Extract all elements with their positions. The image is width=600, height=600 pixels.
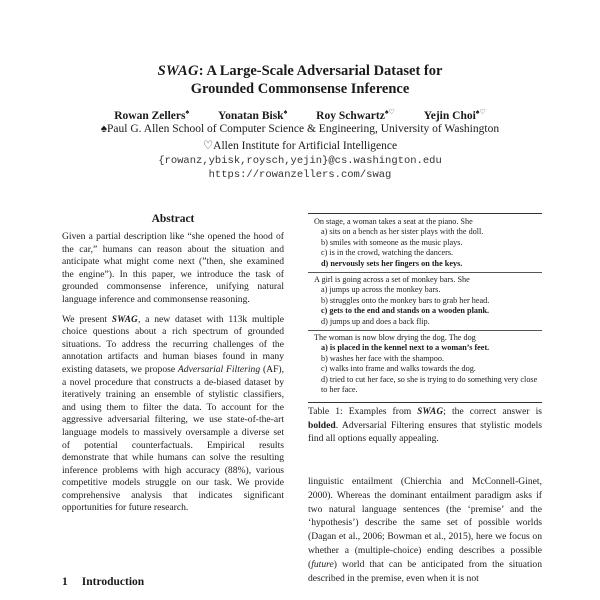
example-option: d) tried to cut her face, so she is trying to do something very close to her face. [321,374,538,395]
author: Yejin Choi♠♡ [423,108,486,122]
paper-title-line2: Grounded Commonsense Inference [190,81,410,97]
example-prompt: A girl is going across a set of monkey bars. She [314,275,470,284]
abstract-section [62,213,284,521]
introduction-heading: 1 Introduction [62,576,145,588]
abstract-heading: Abstract [151,213,195,225]
example-divider [308,272,542,273]
author-list [0,107,600,122]
swag-logo: SWAG [157,63,199,79]
example-option: b) struggles onto the monkey bars to grab her head. [321,295,490,305]
paper-title-line1: SWAG: A Large-Scale Adversarial Dataset for [157,63,443,79]
paper-url[interactable]: https://rowanzellers.com/swag [208,169,392,181]
author-emails: {rowanz,ybisk,roysch,yejin}@cs.washington.edu [158,155,442,167]
author: Roy Schwartz♠♡ [316,108,395,122]
example-option-correct: d) nervously sets her fingers on the keys. [321,258,463,268]
examples-table [308,213,542,403]
example-option: c) walks into frame and walks towards the dog. [321,364,476,374]
table-caption: Table 1: Examples from SWAG; the correct answer is bolded. Adversarial Filtering ensures that stylistic models find all options equally appealing. [308,406,542,445]
example-prompt: On stage, a woman takes a seat at the piano. She [314,217,473,226]
example-option: b) smiles with someone as the music plays. [321,237,463,247]
example-option: b) washes her face with the shampoo. [321,353,445,363]
example-option: c) is in the crowd, watching the dancers. [321,248,454,258]
example-block [314,275,540,327]
affiliation-uw: ♠Paul G. Allen School of Computer Science & Engineering, University of Washington [100,123,500,135]
example-block [314,217,540,269]
example-prompt: The woman is now blow drying the dog. The dog [314,333,476,342]
swag-logo: SWAG [417,406,444,416]
abstract-paragraph-2: We present SWAG, a new dataset with 113k multiple choice questions about a rich spectrum of grounded situations. To address the recurring challenges of the annotation artifacts and human biases found in many existing datasets, we propose Adversarial Filtering (AF), a novel procedure that constructs a de-biased dataset by iteratively training an ensemble of stylistic classifiers, and using them to filter the data. To account for the aggressive adversarial filtering, we use state-of-the-art language models to massively oversample a diverse set of potential counterfactuals. Empirical results demonstrate that while humans can solve the resulting inference problems with high accuracy (88%), various competitive models struggle on our task. We provide comprehensive analysis that indicates significant opportunities for future research. [62,313,284,514]
abstract-paragraph-1: Given a partial description like “she opened the hood of the car,” humans can reason about the situation and anticipate what might come next (”then, she examined the engine”). In this paper, we introduce the task of grounded commonsense inference, unifying natural language inference and commonsense reasoning. [62,231,284,305]
example-block [314,333,540,395]
example-option: a) sits on a bench as her sister plays with the doll. [321,227,484,237]
example-option: a) jumps up across the monkey bars. [321,285,441,295]
example-option-correct: c) gets to the end and stands on a wooden plank. [321,306,490,316]
body-paragraph: linguistic entailment (Chierchia and McConnell-Ginet, 2000). Whereas the dominant entailment paradigm asks if two natural language sentences (the ‘premise’ and the ‘hypothesis’) describe the same set of possible worlds (Dagan et al., 2006; Bowman et al., 2015), here we focus on whether a (multiple-choice) ending describes a possible (future) world that can be anticipated from the situation described in the premise, even when it is not [308,476,542,584]
affiliation-ai2: ♡Allen Institute for Artificial Intelligence [202,140,398,152]
example-option-correct: a) is placed in the kennel next to a woman’s feet. [321,343,490,353]
example-divider [308,330,542,331]
example-option: d) jumps up and does a back flip. [321,316,430,326]
author: Yonatan Bisk♠ [218,108,288,122]
author: Rowan Zellers♠ [114,108,190,122]
swag-logo: SWAG [111,313,138,324]
